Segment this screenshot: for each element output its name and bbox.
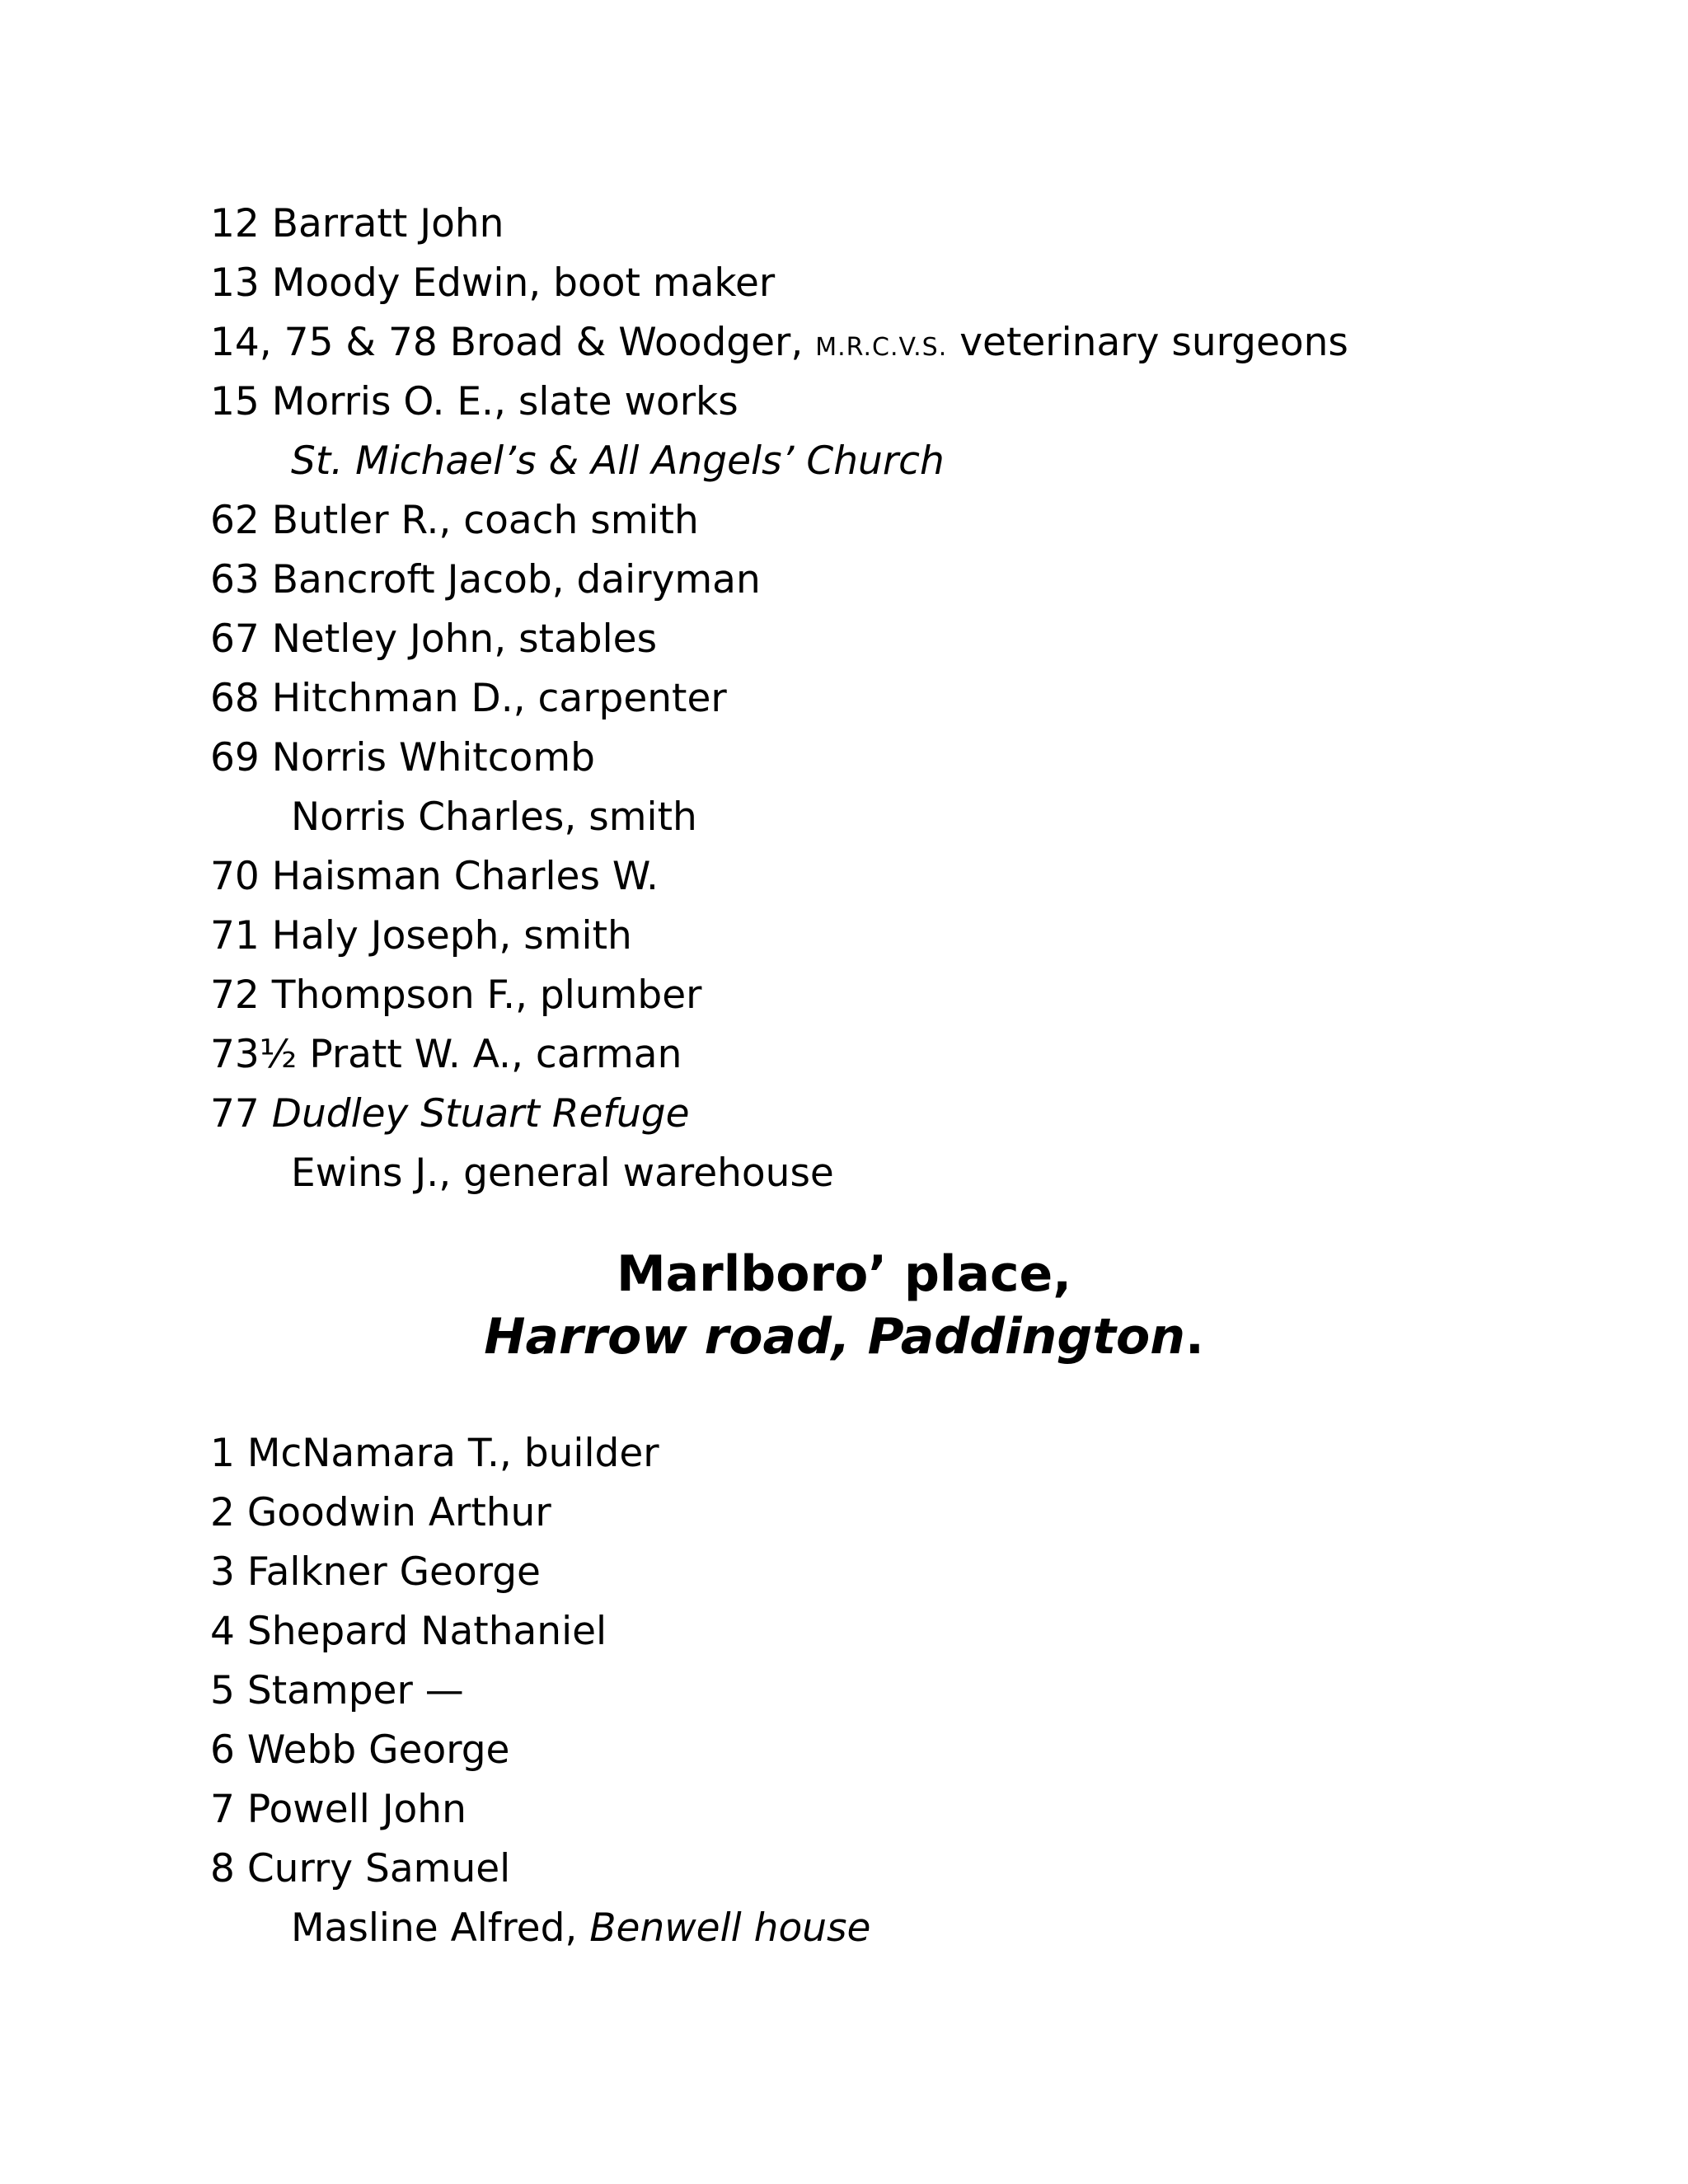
resident-name: Masline Alfred, [291, 1905, 578, 1951]
directory-sub-entry: Ewins J., general warehouse [291, 1151, 834, 1196]
institution-name: Dudley Stuart Refuge [271, 1091, 690, 1137]
resident-name: Goodwin Arthur [246, 1490, 551, 1535]
directory-entry [210, 847, 1348, 907]
house-number: 15 [210, 379, 260, 424]
directory-entry [210, 1543, 870, 1602]
house-number: 2 [210, 1490, 235, 1535]
resident-name: Webb George [246, 1727, 510, 1773]
directory-entry [210, 373, 1348, 432]
directory-entry [210, 1721, 870, 1780]
resident-name: Barratt John [271, 201, 504, 246]
directory-entry [210, 1085, 1348, 1144]
resident-name: Morris O. E., slate works [271, 379, 738, 424]
directory-entry [210, 313, 1348, 373]
house-number: 6 [210, 1727, 235, 1773]
resident-name: McNamara T., builder [246, 1431, 659, 1476]
directory-entry [210, 1424, 870, 1483]
directory-entry [210, 1780, 870, 1840]
resident-name: Shepard Nathaniel [246, 1609, 607, 1654]
house-number: 4 [210, 1609, 235, 1654]
resident-name: Moody Edwin, boot maker [271, 260, 776, 306]
house-number: 69 [210, 735, 260, 780]
house-number: 71 [210, 913, 260, 958]
directory-entry [210, 491, 1348, 551]
house-number: 63 [210, 557, 260, 602]
resident-name: Pratt W. A., carman [309, 1032, 682, 1077]
directory-entry [210, 966, 1348, 1025]
street-location-text: Harrow road, Paddington [484, 1308, 1185, 1366]
directory-entry [210, 669, 1348, 729]
directory-entry [210, 1661, 870, 1721]
house-number: 8 [210, 1846, 235, 1891]
resident-name: Falkner George [246, 1549, 541, 1595]
house-number: 1 [210, 1431, 235, 1476]
street-name: Marlboro’ place, [616, 1245, 1072, 1303]
house-number: 72 [210, 972, 260, 1018]
directory-sub-entry: Norris Charles, smith [291, 794, 697, 840]
resident-name: Norris Whitcomb [271, 735, 595, 780]
house-number: 70 [210, 854, 260, 899]
resident-name: Hitchman D., carpenter [271, 676, 727, 721]
resident-name: Bancroft Jacob, dairyman [271, 557, 761, 602]
directory-entry [210, 610, 1348, 669]
house-number: 13 [210, 260, 260, 306]
street-listing-top [210, 194, 1348, 1203]
professional-title: M.R.C.V.S. [815, 333, 948, 362]
house-name: Benwell house [589, 1905, 871, 1951]
house-number: 3 [210, 1549, 235, 1595]
occupation: veterinary surgeons [959, 320, 1348, 365]
resident-name: Powell John [246, 1787, 467, 1832]
resident-name: Haisman Charles W. [271, 854, 659, 899]
house-number: 12 [210, 201, 260, 246]
directory-entry [210, 254, 1348, 313]
street-location-period: . [1184, 1308, 1204, 1366]
house-number: 14, 75 & 78 [210, 320, 438, 365]
house-number: 68 [210, 676, 260, 721]
resident-name: Haly Joseph, smith [271, 913, 632, 958]
house-number: 67 [210, 616, 260, 662]
directory-sub-entry: St. Michael’s & All Angels’ Church [291, 438, 945, 484]
house-number: 77 [210, 1091, 260, 1137]
directory-entry [210, 1602, 870, 1661]
resident-name: Netley John, stables [271, 616, 658, 662]
directory-entry [210, 729, 1348, 788]
directory-entry [210, 551, 1348, 610]
house-number: 73½ [210, 1032, 298, 1077]
directory-entry [210, 1483, 870, 1543]
resident-name: Curry Samuel [246, 1846, 511, 1891]
directory-entry [210, 907, 1348, 966]
house-number: 5 [210, 1668, 235, 1713]
directory-entry [210, 194, 1348, 254]
resident-name: Stamper — [246, 1668, 464, 1713]
street-listing-bottom [210, 1424, 870, 1958]
resident-name: Thompson F., plumber [271, 972, 702, 1018]
section-heading [0, 1243, 1688, 1368]
resident-name: Butler R., coach smith [271, 498, 699, 543]
house-number: 62 [210, 498, 260, 543]
directory-sub-entry [210, 1899, 870, 1958]
house-number: 7 [210, 1787, 235, 1832]
street-location [0, 1305, 1688, 1368]
directory-entry [210, 1840, 870, 1899]
resident-name: Broad & Woodger, [449, 320, 804, 365]
directory-entry [210, 1025, 1348, 1085]
